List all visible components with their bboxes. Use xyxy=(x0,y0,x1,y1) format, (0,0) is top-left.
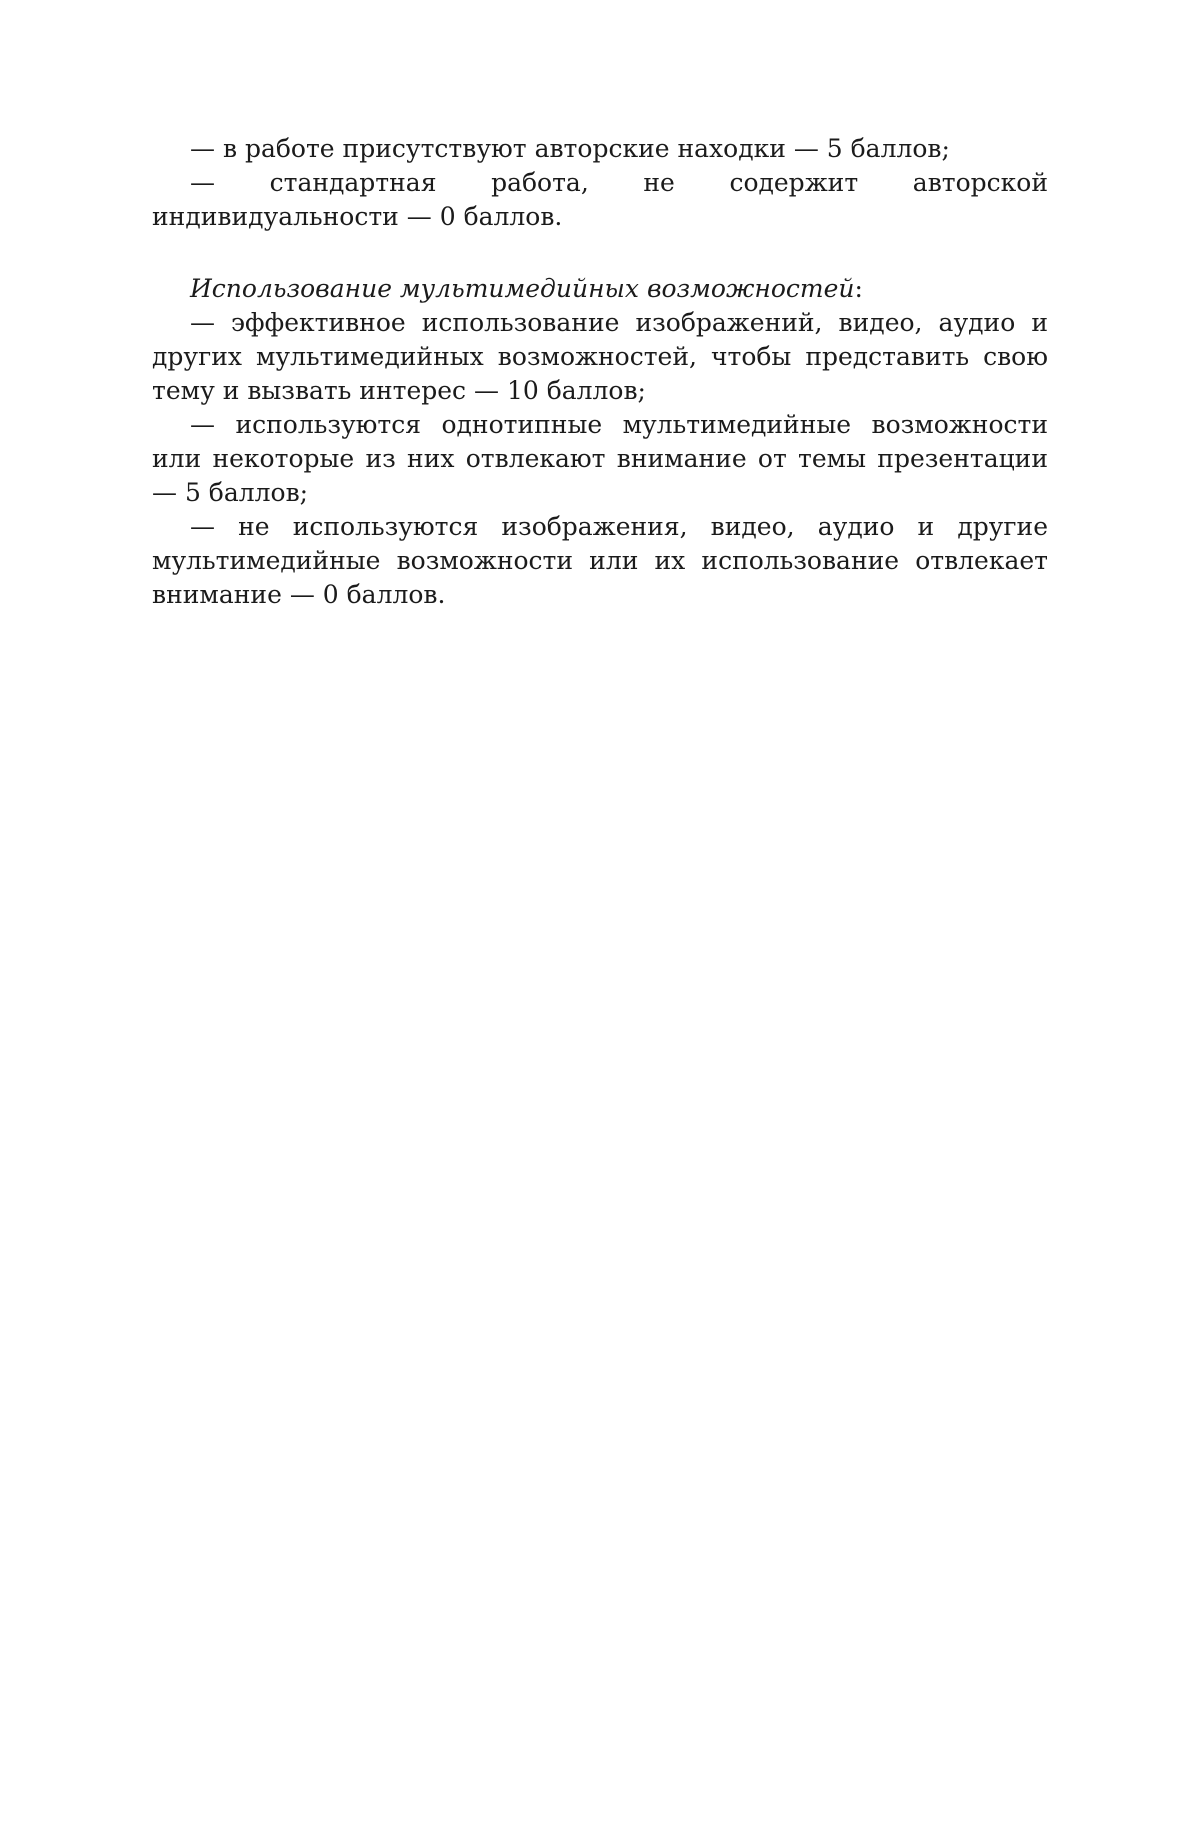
criterion-item: — не используются изображения, видео, аудио и другие мультимедийные возможности или их использование отвлекает внимание — 0 баллов. xyxy=(152,512,1048,609)
criterion-item: — используются однотипные мультимедийные возможности или некоторые из них отвлекают внимание от темы презентации — 5 баллов; xyxy=(152,410,1048,507)
section-heading-colon: : xyxy=(854,274,863,303)
criterion-item: — в работе присутствуют авторские находки — 5 баллов; xyxy=(190,134,950,163)
criterion-item: — стандартная работа, не содержит авторской индивидуальности — 0 баллов. xyxy=(152,168,1048,231)
paragraph-spacer xyxy=(152,234,1048,272)
section-heading xyxy=(152,272,1048,306)
section-heading-title: Использование мультимедийных возможностей xyxy=(190,274,855,303)
criterion-item: — эффективное использование изображений, видео, аудио и других мультимедийных возможностей, чтобы представить свою тему и вызвать интерес — 10 баллов; xyxy=(152,308,1048,405)
page-text xyxy=(152,132,1048,612)
